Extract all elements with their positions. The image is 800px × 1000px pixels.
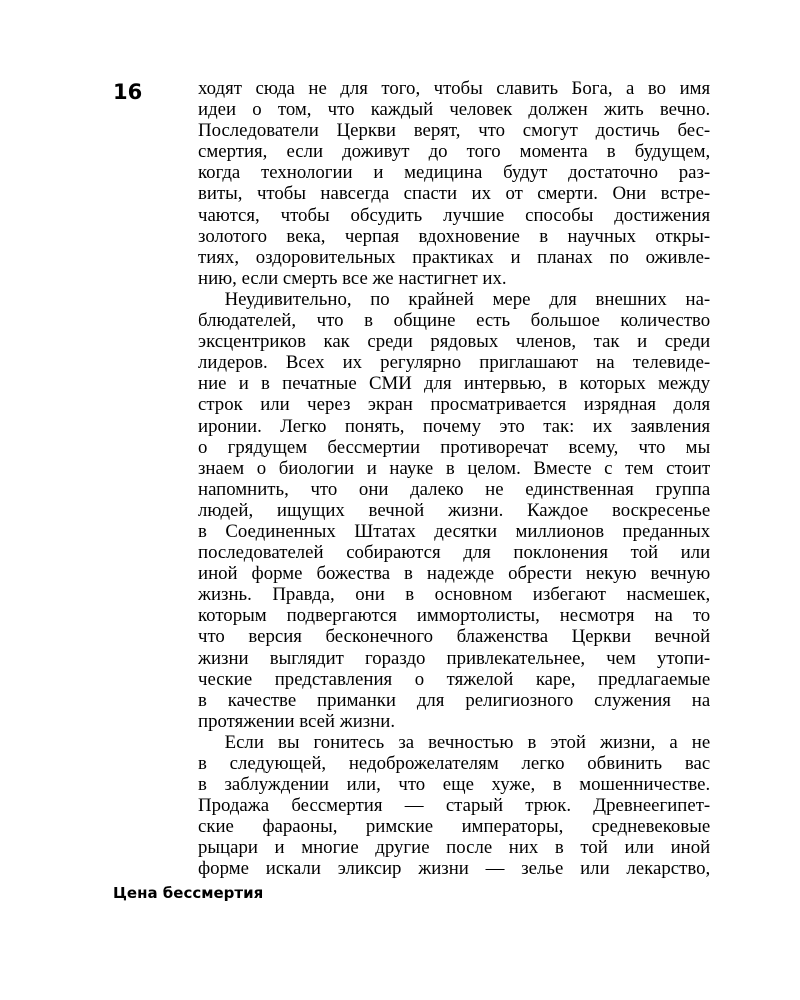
text-line: в качестве приманки для религиозного служения на (198, 689, 711, 711)
text-line: виты, чтобы навсегда спасти их от смерти. Они встре- (198, 183, 711, 205)
text-line: блюдателей, что в общине есть большое количество (198, 310, 711, 332)
text-line: золотого века, черпая вдохновение в научных откры- (198, 225, 711, 247)
text-line: ские фараоны, римские императоры, средневековые (198, 816, 711, 838)
body-text (198, 78, 710, 880)
text-line: идеи о том, что каждый человек должен жить вечно. (198, 99, 711, 121)
text-line: которым подвергаются иммортолисты, несмотря на то (198, 605, 711, 627)
text-line: Продажа бессмертия — старый трюк. Древнеегипет- (198, 795, 711, 817)
text-line: иной форме божества в надежде обрести некую вечную (198, 563, 711, 585)
text-line: лидеров. Всех их регулярно приглашают на телевиде- (198, 352, 711, 374)
text-line: знаем о биологии и науке в целом. Вместе с тем стоит (198, 457, 711, 479)
text-line: жизнь. Правда, они в основном избегают насмешек, (198, 584, 711, 606)
text-line: Если вы гонитесь за вечностью в этой жизни, а не (224, 731, 711, 753)
text-line: напомнить, что они далеко не единственная группа (198, 478, 711, 500)
text-line: ние и в печатные СМИ для интервью, в которых между (198, 373, 711, 395)
text-line: людей, ищущих вечной жизни. Каждое воскресенье (198, 499, 711, 521)
text-line: в заблуждении или, что еще хуже, в мошенничестве. (198, 774, 711, 796)
text-line: нию, если смерть все же настигнет их. (198, 267, 507, 289)
text-line: последователей собираются для поклонения той или (198, 542, 711, 564)
text-line: рыцари и многие другие после них в той или иной (198, 837, 711, 859)
text-line: о грядущем бессмертии противоречат всему, что мы (198, 436, 711, 458)
text-line: ходят сюда не для того, чтобы славить Бога, а во имя (198, 78, 711, 99)
text-line: что версия бесконечного блаженства Церкви вечной (198, 626, 711, 648)
text-line: протяжении всей жизни. (198, 710, 396, 732)
text-line: форме искали эликсир жизни — зелье или лекарство, (198, 858, 711, 880)
text-line: смертия, если доживут до того момента в будущем, (198, 141, 711, 163)
running-footer-title: Цена бессмертия (113, 884, 264, 902)
text-line: когда технологии и медицина будут достаточно раз- (198, 162, 711, 184)
text-line: тиях, оздоровительных практиках и планах по оживле- (198, 246, 711, 268)
text-line: иронии. Легко понять, почему это так: их заявления (198, 415, 711, 437)
text-line: чаются, чтобы обсудить лучшие способы достижения (198, 204, 711, 226)
text-line: жизни выглядит гораздо привлекательнее, чем утопи- (198, 647, 711, 669)
page-number: 16 (113, 80, 143, 104)
text-line: Последователи Церкви верят, что смогут достичь бес- (198, 120, 711, 142)
text-line: ческие представления о тяжелой каре, предлагаемые (198, 668, 711, 690)
text-line: эксцентриков как среди рядовых членов, так и среди (198, 331, 711, 353)
text-line: в следующей, недоброжелателям легко обвинить вас (198, 753, 711, 774)
text-line: строк или через экран просматривается изрядная доля (198, 394, 711, 416)
text-line: Неудивительно, по крайней мере для внешних на- (224, 288, 711, 310)
text-line: в Соединенных Штатах десятки миллионов преданных (198, 520, 711, 542)
